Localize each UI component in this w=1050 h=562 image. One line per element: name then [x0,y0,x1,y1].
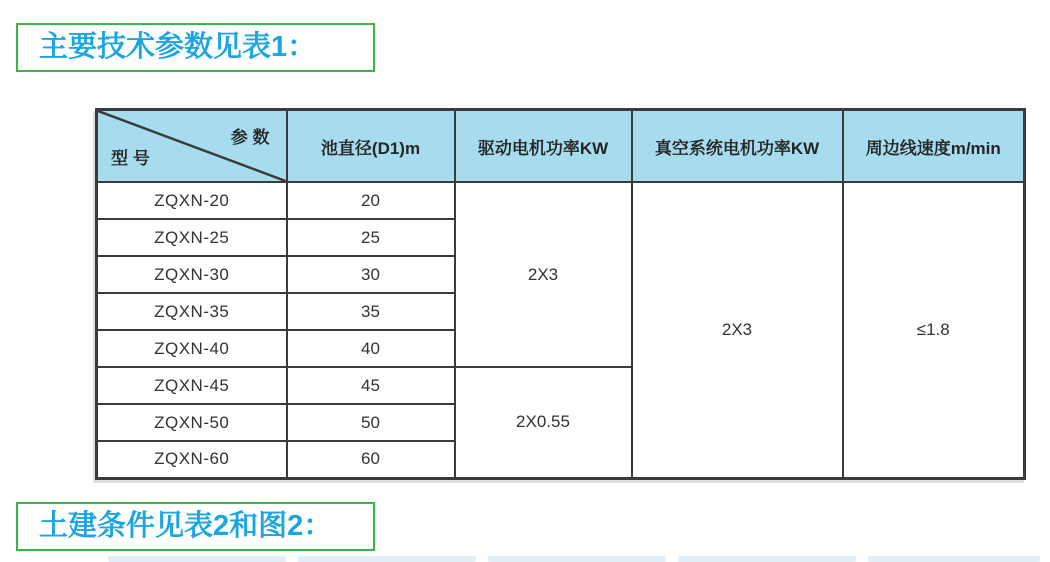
section-title-main-parameters: 主要技术参数见表1： [16,23,375,72]
section-title-civil-conditions: 土建条件见表2和图2： [16,502,375,551]
model-cell: ZQXN-20 [97,182,287,219]
next-table-top-edge [0,556,1050,562]
drive-power-cell: 2X3 [455,182,632,367]
model-cell: ZQXN-50 [97,404,287,441]
spec-table-header [97,110,1025,183]
spec-table-body [97,182,1025,478]
header-corner-cell [97,110,287,183]
table-row [97,182,1025,219]
model-cell: ZQXN-60 [97,441,287,478]
drive-power-cell: 2X0.55 [455,367,632,478]
diameter-cell: 60 [287,441,455,478]
header-vacuum-motor-power: 真空系统电机功率KW [632,110,843,183]
diameter-cell: 45 [287,367,455,404]
model-cell: ZQXN-35 [97,293,287,330]
next-table-edge-segment [678,556,856,562]
next-table-edge-segment [108,556,286,562]
header-pool-diameter: 池直径(D1)m [287,110,455,183]
diameter-cell: 35 [287,293,455,330]
model-cell: ZQXN-45 [97,367,287,404]
model-cell: ZQXN-25 [97,219,287,256]
header-peripheral-speed: 周边线速度m/min [843,110,1025,183]
diameter-cell: 30 [287,256,455,293]
spec-table [95,108,1026,480]
model-cell: ZQXN-40 [97,330,287,367]
vacuum-power-cell: 2X3 [632,182,843,478]
diameter-cell: 20 [287,182,455,219]
diameter-cell: 40 [287,330,455,367]
header-corner-model-label: 型 号 [111,149,150,168]
diameter-cell: 25 [287,219,455,256]
next-table-edge-segment [298,556,476,562]
header-drive-motor-power: 驱动电机功率KW [455,110,632,183]
peripheral-speed-cell: ≤1.8 [843,182,1025,478]
diameter-cell: 50 [287,404,455,441]
header-corner-parameter-label: 参 数 [230,128,270,147]
next-table-edge-segment [868,556,1040,562]
model-cell: ZQXN-30 [97,256,287,293]
next-table-edge-segment [488,556,666,562]
